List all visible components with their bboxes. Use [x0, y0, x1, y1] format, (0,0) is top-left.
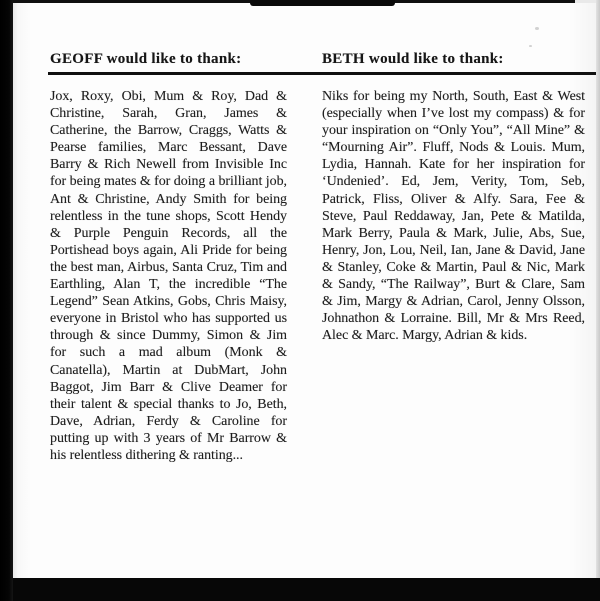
scan-border-bottom [0, 578, 600, 601]
scan-speck [529, 45, 532, 47]
heading-underline-rule [48, 72, 596, 75]
geoff-thanks-paragraph: Jox, Roxy, Obi, Mum & Roy, Dad & Christine, Sarah, Gran, James & Catherine, the Barrow, Craggs, Watts & Pearse families, Marc Bessant, Dave Barry & Rich Newell from Invisible Inc for being mates & for doing a brilliant job, Ant & Christine, Andy Smith for being relentless in the tune shops, Scott Hendy & Purple Penguin Records, all the Portishead boys again, Ali Pride for being the best man, Airbus, Santa Cruz, Tim and Earthling, Alan T, the incredible “The Legend” Sean Atkins, Gobs, Chris Maisy, everyone in Bristol who has supported us through & since Dummy, Simon & Jim for such a mad album (Monk & Canatella), Martin at DubMart, John Baggot, Jim Barr & Clive Deamer for their talent & special thanks to Jo, Beth, Dave, Adrian, Ferdy & Caroline for putting up with 3 years of Mr Barrow & his relentless dithering & ranting... [50, 89, 287, 463]
scan-border-left [0, 0, 13, 601]
scan-speck [535, 27, 539, 30]
booklet-page [13, 3, 596, 578]
geoff-heading: GEOFF would like to thank: [50, 51, 242, 67]
beth-thanks-paragraph: Niks for being my North, South, East & West (especially when I’ve lost my compass) & for your inspiration on “Only You”, “All Mine” & “Mourning Air”. Fluff, Nods & Louis. Mum, Lydia, Hannah. Kate for her inspiration for ‘Undenied’. Ed, Jem, Verity, Tom, Seb, Patrick, Fliss, Oliver & Alfy. Sara, Fee & Steve, Paul Reddaway, Jan, Pete & Matilda, Mark Berry, Paula & Mark, Julie, Abs, Sue, Henry, Jon, Lou, Neil, Ian, Jane & David, Jane & Stanley, Coke & Martin, Paul & Nic, Mark & Sandy, “The Railway”, Burt & Clare, Sam & Jim, Margy & Adrian, Carol, Jenny Olsson, Johnathon & Lorraine. Bill, Mr & Mrs Reed, Alec & Marc. Margy, Adrian & kids. [322, 89, 585, 344]
scan-border-top-patch [250, 0, 395, 6]
scan-edge-right [596, 0, 600, 578]
beth-heading: BETH would like to thank: [322, 51, 504, 67]
